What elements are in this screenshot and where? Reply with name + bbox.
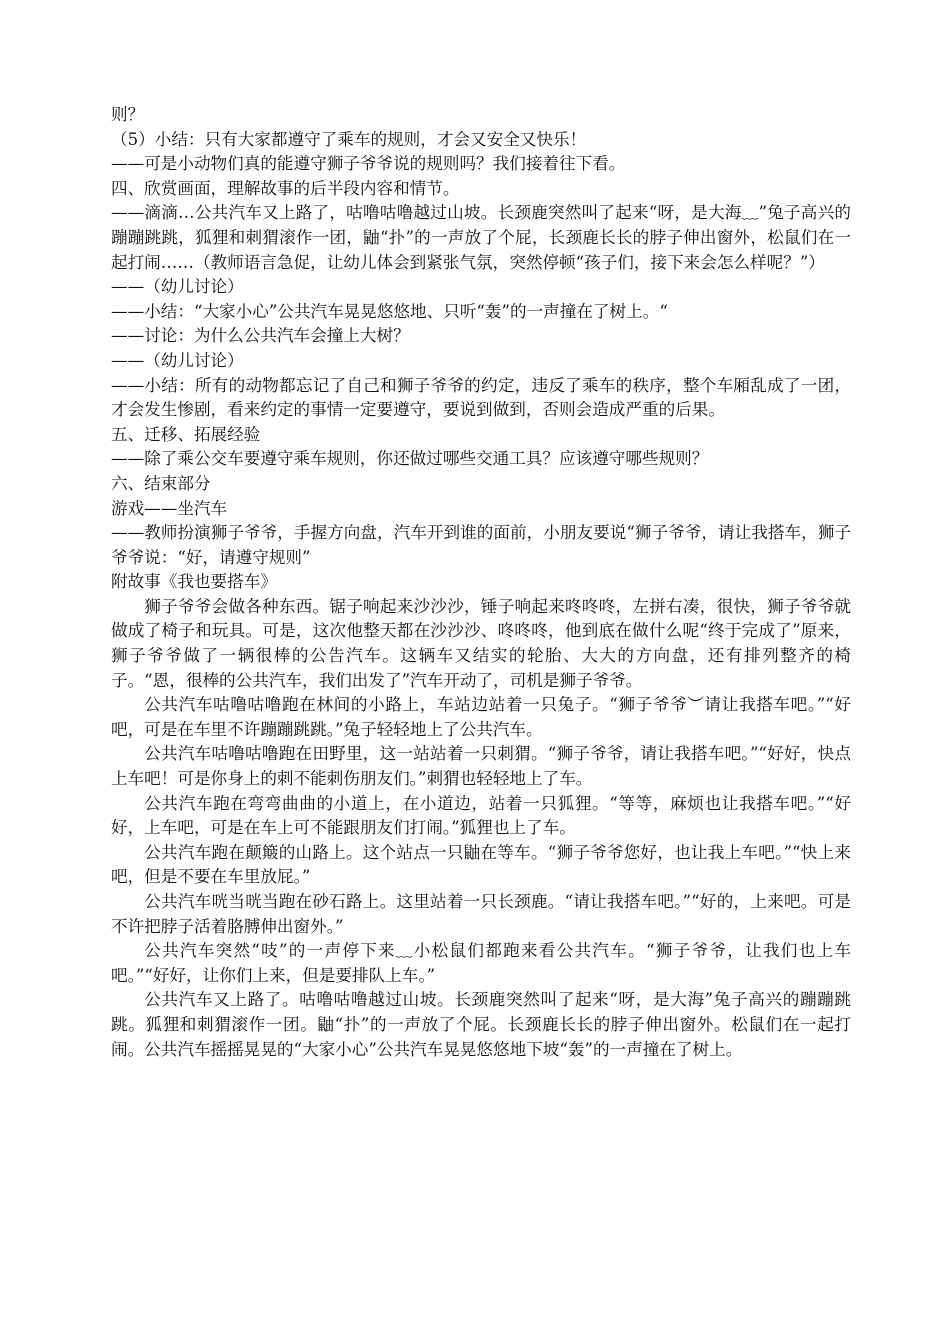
section-heading: 四、欣赏画面，理解故事的后半段内容和情节。: [111, 178, 460, 198]
story-paragraph: 公共汽车咕噜咕噜跑在田野里，这一站站着一只刺猬。“狮子爷爷，请让我搭车吧。”“好好，快点上车吧！可是你身上的刺不能刺伤朋友们。”刺猬也轻轻地上了车。: [111, 744, 851, 789]
text-paragraph: ——滴滴…公共汽车又上路了，咕噜咕噜越过山坡。长颈鹿突然叫了起来“呀，是大海﹏”兔子高兴的蹦蹦跳跳，狐狸和刺猬滚作一团，鼬“扑”的一声放了个屁，长颈鹿长长的脖子伸出窗外，松鼠们在一起打闹……（教师语言急促，让幼儿体会到紧张气氛，突然停顿“孩子们，接下来会怎么样呢？”）: [111, 203, 851, 272]
story-paragraph: 公共汽车咕噜咕噜跑在林间的小路上，车站边站着一只兔子。“狮子爷爷︶请让我搭车吧。”“好吧，可是在车里不许蹦蹦跳跳。”兔子轻轻地上了公共汽车。: [111, 695, 851, 739]
story-paragraph: 公共汽车跑在颠簸的山路上。这个站点一只鼬在等车。“狮子爷爷您好，也让我上车吧。”“快上来吧，但是不要在车里放屁。”: [111, 842, 851, 887]
text-line: ——（幼儿讨论）: [111, 277, 244, 297]
text-paragraph: ——小结：所有的动物都忘记了自己和狮子爷爷的约定，违反了乘车的秩序，整个车厢乱成了一团，才会发生惨剧，看来约定的事情一定要遵守，要说到做到，否则会造成严重的后果。: [111, 375, 851, 420]
text-line: ——小结：“大家小心”公共汽车晃晃悠悠地、只听“轰”的一声撞在了树上。“: [111, 301, 668, 321]
text-paragraph: ——教师扮演狮子爷爷，手握方向盘，汽车开到谁的面前，小朋友要说“狮子爷爷，请让我搭车，狮子爷爷说：“好，请遵守规则”: [111, 523, 851, 567]
story-paragraph: 公共汽车又上路了。咕噜咕噜越过山坡。长颈鹿突然叫了起来“呀，是大海”兔子高兴的蹦蹦跳跳。狐狸和刺猬滚作一团。鼬“扑”的一声放了个屁。长颈鹿长长的脖子伸出窗外。松鼠们在一起打闹。公共汽车摇摇晃晃的“大家小心”公共汽车晃晃悠悠地下坡“轰”的一声撞在了树上。: [111, 990, 851, 1059]
text-line: ——可是小动物们真的能遵守狮子爷爷说的规则吗？我们接着往下看。: [111, 154, 626, 174]
text-line: 则？: [111, 105, 145, 124]
story-paragraph: 公共汽车突然“吱”的一声停下来﹏小松鼠们都跑来看公共汽车。“狮子爷爷，让我们也上车吧。”“好好，让你们上来，但是要排队上车。”: [111, 941, 851, 985]
story-paragraph: 狮子爷爷会做各种东西。锯子响起来沙沙沙，锤子响起来咚咚咚，左拼右凑，很快，狮子爷爷就做成了椅子和玩具。可是，这次他整天都在沙沙沙、咚咚咚，他到底在做什么呢“终于完成了”原来，狮子爷爷做了一辆很棒的公告汽车。这辆车又结实的轮胎、大大的方向盘，还有排列整齐的椅子。“恩，很棒的公共汽车，我们出发了”汽车开动了，司机是狮子爷爷。: [111, 596, 851, 690]
story-paragraph: 公共汽车咣当咣当跑在砂石路上。这里站着一只长颈鹿。“请让我搭车吧。”“好的，上来吧。可是不许把脖子活着胳膊伸出窗外。”: [111, 892, 851, 936]
section-heading: 五、迁移、拓展经验: [111, 424, 261, 444]
section-heading: 六、结束部分: [111, 473, 211, 493]
text-line: （5）小结：只有大家都遵守了乘车的规则，才会又安全又快乐！: [111, 129, 587, 149]
story-paragraph: 公共汽车跑在弯弯曲曲的小道上，在小道边，站着一只狐狸。“等等，麻烦也让我搭车吧。”“好好，上车吧，可是在车上可不能跟朋友们打闹。”狐狸也上了车。: [111, 793, 851, 838]
text-line: ——讨论：为什么公共汽车会撞上大树？: [111, 326, 410, 346]
text-line: 游戏——坐汽车: [111, 498, 228, 518]
text-line: ——（幼儿讨论）: [111, 350, 244, 370]
text-line: ——除了乘公交车要遵守乘车规则，你还做过哪些交通工具？应该遵守哪些规则？: [111, 449, 709, 469]
document-page: [111, 103, 851, 1062]
story-title: 附故事《我也要搭车》: [111, 572, 277, 592]
